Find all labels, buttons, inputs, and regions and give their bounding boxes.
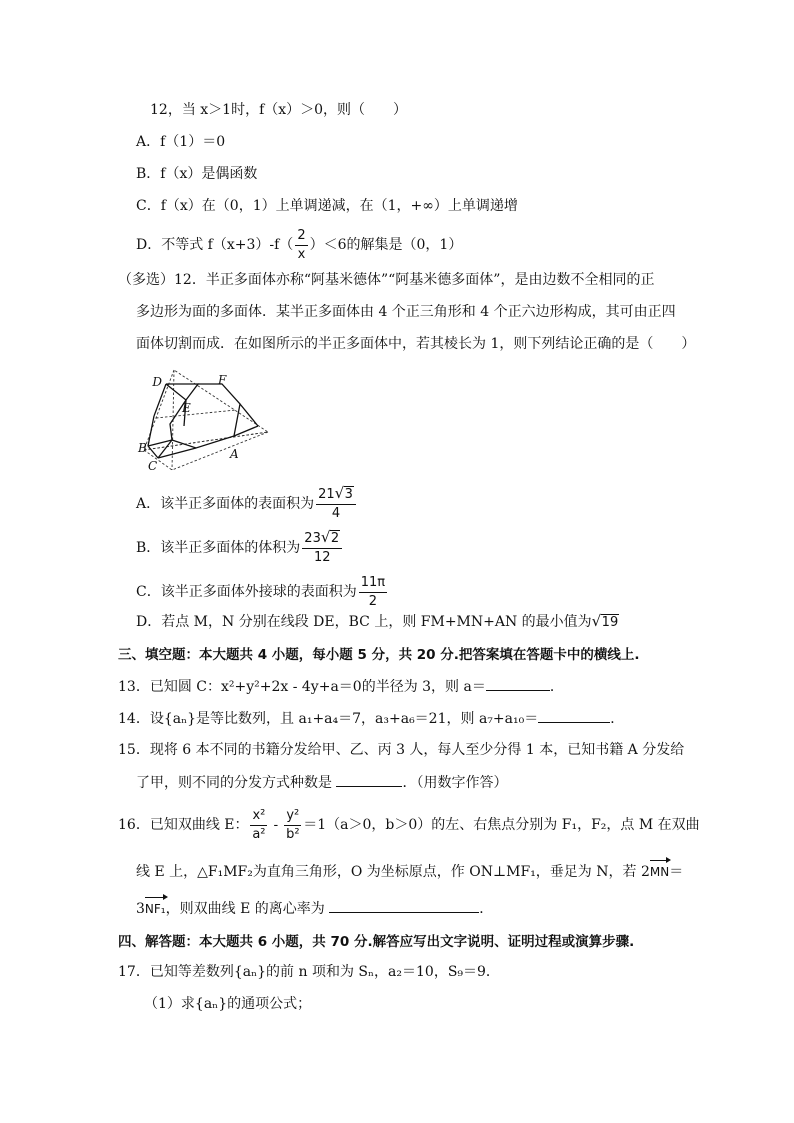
q15-answer-blank[interactable] [336,772,402,787]
vertex-label-a: A [230,447,239,461]
q12b-line1: （多选）12．半正多面体亦称“阿基米德体”“阿基米德多面体”，是由边数不全相同的正 [118,272,655,288]
radicand: 2 [330,530,340,546]
q14 [118,708,624,729]
q13-suffix: ． [549,679,564,695]
q16-line3-text: ，则双曲线 E 的离心率为 [165,901,325,917]
q16-line3 [136,898,493,919]
fraction-denominator: 4 [331,505,341,521]
vertex-label-c: C [148,459,158,473]
q12a-option-d [136,226,462,264]
option-a-fraction [316,486,356,523]
minus-sign: - [269,818,283,833]
q12a-stem: 12，当 x＞1时，f（x）＞0，则（ ） [150,102,408,118]
q16-line2-text: 线 E 上，△F₁MF₂为直角三角形，O 为坐标原点，作 ON⊥MF₁，垂足为 N，若 2 [136,864,650,880]
q12b-option-b [136,528,344,568]
q16-line2 [136,862,683,882]
q12a-option-c: C．f（x）在（0，1）上单调递减，在（1，+∞）上单调递增 [136,198,518,214]
option-a-text: A．该半正多面体的表面积为 [136,496,315,512]
radicand: 3 [344,486,353,502]
numerator-coef: 21 [318,486,335,502]
fraction-numerator: 11π [359,574,387,593]
sqrt-symbol [335,486,354,504]
option-b-fraction [302,530,342,567]
q16-answer-blank[interactable] [329,898,479,913]
sqrt-symbol [592,613,620,633]
q12b-option-a [136,484,358,524]
fraction-denominator: x [297,246,306,262]
q12a-option-d-fraction [295,227,307,264]
q14-answer-blank[interactable] [538,708,610,723]
section-4-heading: 四、解答题：本大题共 6 小题，共 70 分.解答应写出文字说明、证明过程或演算步骤. [118,934,635,950]
q15-line1: 15．现将 6 本不同的书籍分发给甲、乙、丙 3 人，每人至少分得 1 本，已知书籍 A 分发给 [118,742,685,758]
q15-line2 [136,772,507,793]
option-b-text: B．该半正多面体的体积为 [136,540,301,556]
numerator-coef: 23 [304,530,321,546]
option-c-text: C．该半正多面体外接球的表面积为 [136,584,357,600]
q12b-option-c [136,572,389,612]
q17-part1: （1）求{aₙ}的通项公式； [144,996,312,1012]
q16-suffix: ． [479,901,494,917]
vertex-label-d: D [152,375,162,389]
section-3-heading: 三、填空题：本大题共 4 小题，每小题 5 分，共 20 分.把答案填在答题卡中的横线上. [118,647,640,663]
fraction-denominator: 2 [368,593,378,609]
vertex-label-e: E [182,401,191,415]
polyhedron-figure [136,366,276,476]
q12b-line2: 多边形为面的多面体．某半正多面体由 4 个正三角形和 4 个正六边形构成，其可由正四 [136,304,676,320]
fraction-denominator: a² [252,826,266,842]
hyperbola-x-term [250,807,267,844]
q12b-option-d [136,612,619,633]
q15-suffix: ．（用数字作答） [402,775,508,791]
q13 [118,676,564,697]
q14-suffix: ． [610,711,625,727]
fraction-numerator: x² [250,807,267,826]
fraction-denominator: 12 [313,549,331,565]
q17-stem: 17．已知等差数列{aₙ}的前 n 项和为 Sₙ，a₂＝10，S₉＝9． [118,964,500,980]
option-d-text: D．若点 M，N 分别在线段 DE，BC 上，则 FM+MN+AN 的最小值为 [136,614,592,630]
q12a-option-a: A．f（1）＝0 [136,134,226,150]
vector-mn: MN [650,862,669,882]
q14-text: 14．设{aₙ}是等比数列，且 a₁+a₄＝7，a₃+a₆＝21，则 a₇+a₁₀＝ [118,711,539,727]
vertex-label-f: F [218,373,227,387]
hyperbola-y-term [284,807,301,844]
q12a-option-d-prefix: D．不等式 f（x+3）-f（ [136,237,294,253]
radicand: 19 [601,615,619,630]
option-c-fraction [359,574,387,611]
fraction-numerator: y² [284,807,301,826]
q12b-line3: 面体切割而成．在如图所示的半正多面体中，若其棱长为 1，则下列结论正确的是（ ） [136,336,696,352]
fraction-denominator: b² [286,826,300,842]
q12a-option-d-suffix: ）＜6的解集是（0，1） [309,237,463,253]
q16-text: 16．已知双曲线 E： [118,817,249,833]
vertex-label-b: B [138,441,147,455]
sqrt-symbol [321,530,340,548]
vector-nf1: NF₁ [145,899,166,919]
fraction-numerator: 2 [295,227,307,246]
q15-text: 了甲，则不同的分发方式种数是 [136,775,332,791]
q16-line1 [118,804,700,847]
q13-text: 13．已知圆 C：x²+y²+2x - 4y+a＝0的半径为 3，则 a＝ [118,679,486,695]
equals-sign: ＝ [669,864,684,880]
q12a-option-b: B．f（x）是偶函数 [136,166,258,182]
q13-answer-blank[interactable] [486,676,550,691]
q16-coef: 3 [136,901,145,917]
q16-text-continued: ＝1（a＞0，b＞0）的左、右焦点分别为 F₁，F₂，点 M 在双曲 [303,817,700,833]
